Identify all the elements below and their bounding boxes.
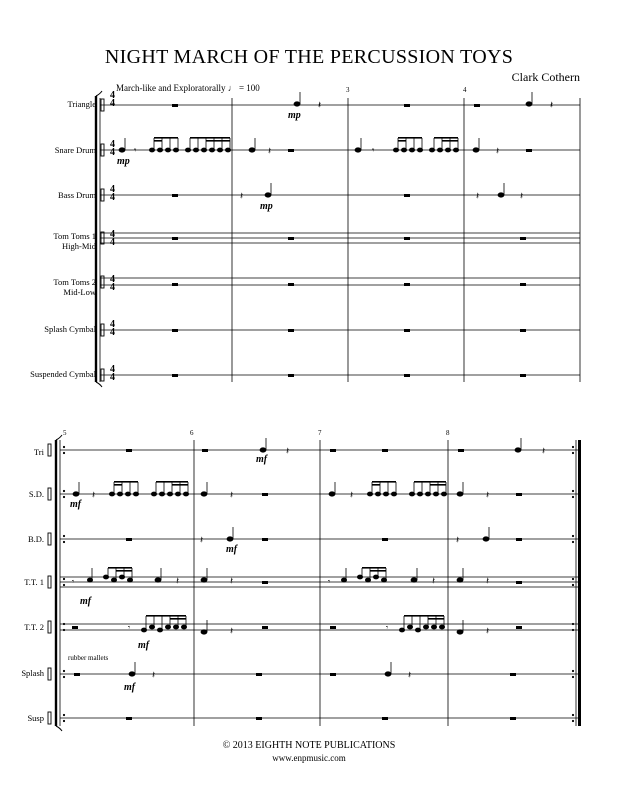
time-signature: 4 4 [110,274,115,293]
time-signature: 4 4 [110,319,115,338]
svg-text:𝄽: 𝄽 [486,576,490,587]
svg-text:𝄽: 𝄽 [408,670,412,681]
dynamic-marking: mp [117,156,130,167]
tempo-bpm: = 100 [238,83,260,93]
dynamic-marking: mf [124,682,136,693]
svg-text:𝄽: 𝄽 [432,576,436,587]
measure-number: 5 [63,429,67,437]
measure-number: 3 [346,86,350,94]
footer-copyright: © 2013 EIGHTH NOTE PUBLICATIONS [222,740,396,751]
svg-text:𝄾: 𝄾 [134,145,137,155]
svg-text:𝄾: 𝄾 [372,145,375,155]
instrument-label-tri: Tri [33,447,44,457]
dynamic-marking: mp [288,110,301,121]
svg-text:𝄾: 𝄾 [72,577,75,586]
svg-text:𝄽: 𝄽 [268,146,272,157]
tempo-text: March-like and Exploratorally [116,83,226,93]
svg-text:𝄽: 𝄽 [476,191,480,202]
svg-text:𝄽: 𝄽 [286,446,290,457]
instrument-label-bass-drum: Bass Drum [57,190,96,200]
quarter-note-icon: ♩ [227,83,237,93]
instrument-label-tt1: T.T. 1 [24,577,44,587]
time-signature: 4 4 [110,229,115,248]
dynamic-marking: mf [80,596,92,607]
score-title: NIGHT MARCH OF THE PERCUSSION TOYS [104,46,514,68]
instrument-label-sd: S.D. [28,489,44,499]
svg-text:𝄽: 𝄽 [486,626,490,637]
time-signature: 4 4 [110,139,115,158]
svg-text:𝄽: 𝄽 [152,670,156,681]
svg-text:𝄽: 𝄽 [318,100,322,111]
dynamic-marking: mp [260,201,273,212]
measure-number: 6 [190,429,194,437]
instrument-label-tom-toms-1: Tom Toms 1 High-Mid [53,231,96,251]
svg-text:𝄽: 𝄽 [230,576,234,587]
svg-text:𝄽: 𝄽 [456,535,460,546]
svg-text:𝄽: 𝄽 [240,191,244,202]
instrument-label-splash-cymbal: Splash Cymbal [44,324,96,334]
performance-note: rubber mallets [68,654,109,662]
svg-text:𝄽: 𝄽 [200,535,204,546]
instrument-label-susp: Susp [27,713,44,723]
dynamic-marking: mf [226,544,238,555]
time-signature: 4 4 [110,184,115,203]
svg-text:𝄽: 𝄽 [92,490,96,501]
measure-number: 7 [318,429,322,437]
instrument-label-triangle: Triangle [67,99,96,109]
instrument-label-splash: Splash [21,668,44,678]
instrument-label-tt2: T.T. 2 [24,622,44,632]
svg-text:𝄽: 𝄽 [542,446,546,457]
svg-text:𝄽: 𝄽 [176,576,180,587]
time-signature: 4 4 [110,90,115,109]
dynamic-marking: mf [138,640,150,651]
svg-text:𝄽: 𝄽 [550,100,554,111]
svg-text:𝄽: 𝄽 [230,490,234,501]
dynamic-marking: mf [256,454,268,465]
instrument-label-suspended-cymbal: Suspended Cymbal [30,369,96,379]
svg-text:𝄾: 𝄾 [328,577,331,586]
composer-name: Clark Cothern [511,70,580,84]
time-signature: 4 4 [110,364,115,383]
footer-url[interactable]: www.enpmusic.com [272,753,346,763]
dynamic-marking: mf [70,499,82,510]
instrument-label-bd: B.D. [27,534,44,544]
measure-number: 4 [463,86,467,94]
instrument-label-tom-toms-2: Tom Toms 2 Mid-Low [53,277,96,297]
measure-number: 8 [446,429,450,437]
svg-text:𝄽: 𝄽 [230,626,234,637]
svg-text:𝄽: 𝄽 [350,490,354,501]
svg-text:𝄽: 𝄽 [496,146,500,157]
instrument-label-snare-drum: Snare Drum [54,145,96,155]
svg-text:𝄾: 𝄾 [128,623,131,632]
svg-text:𝄾: 𝄾 [386,623,389,632]
svg-text:𝄽: 𝄽 [520,191,524,202]
svg-text:𝄽: 𝄽 [486,490,490,501]
